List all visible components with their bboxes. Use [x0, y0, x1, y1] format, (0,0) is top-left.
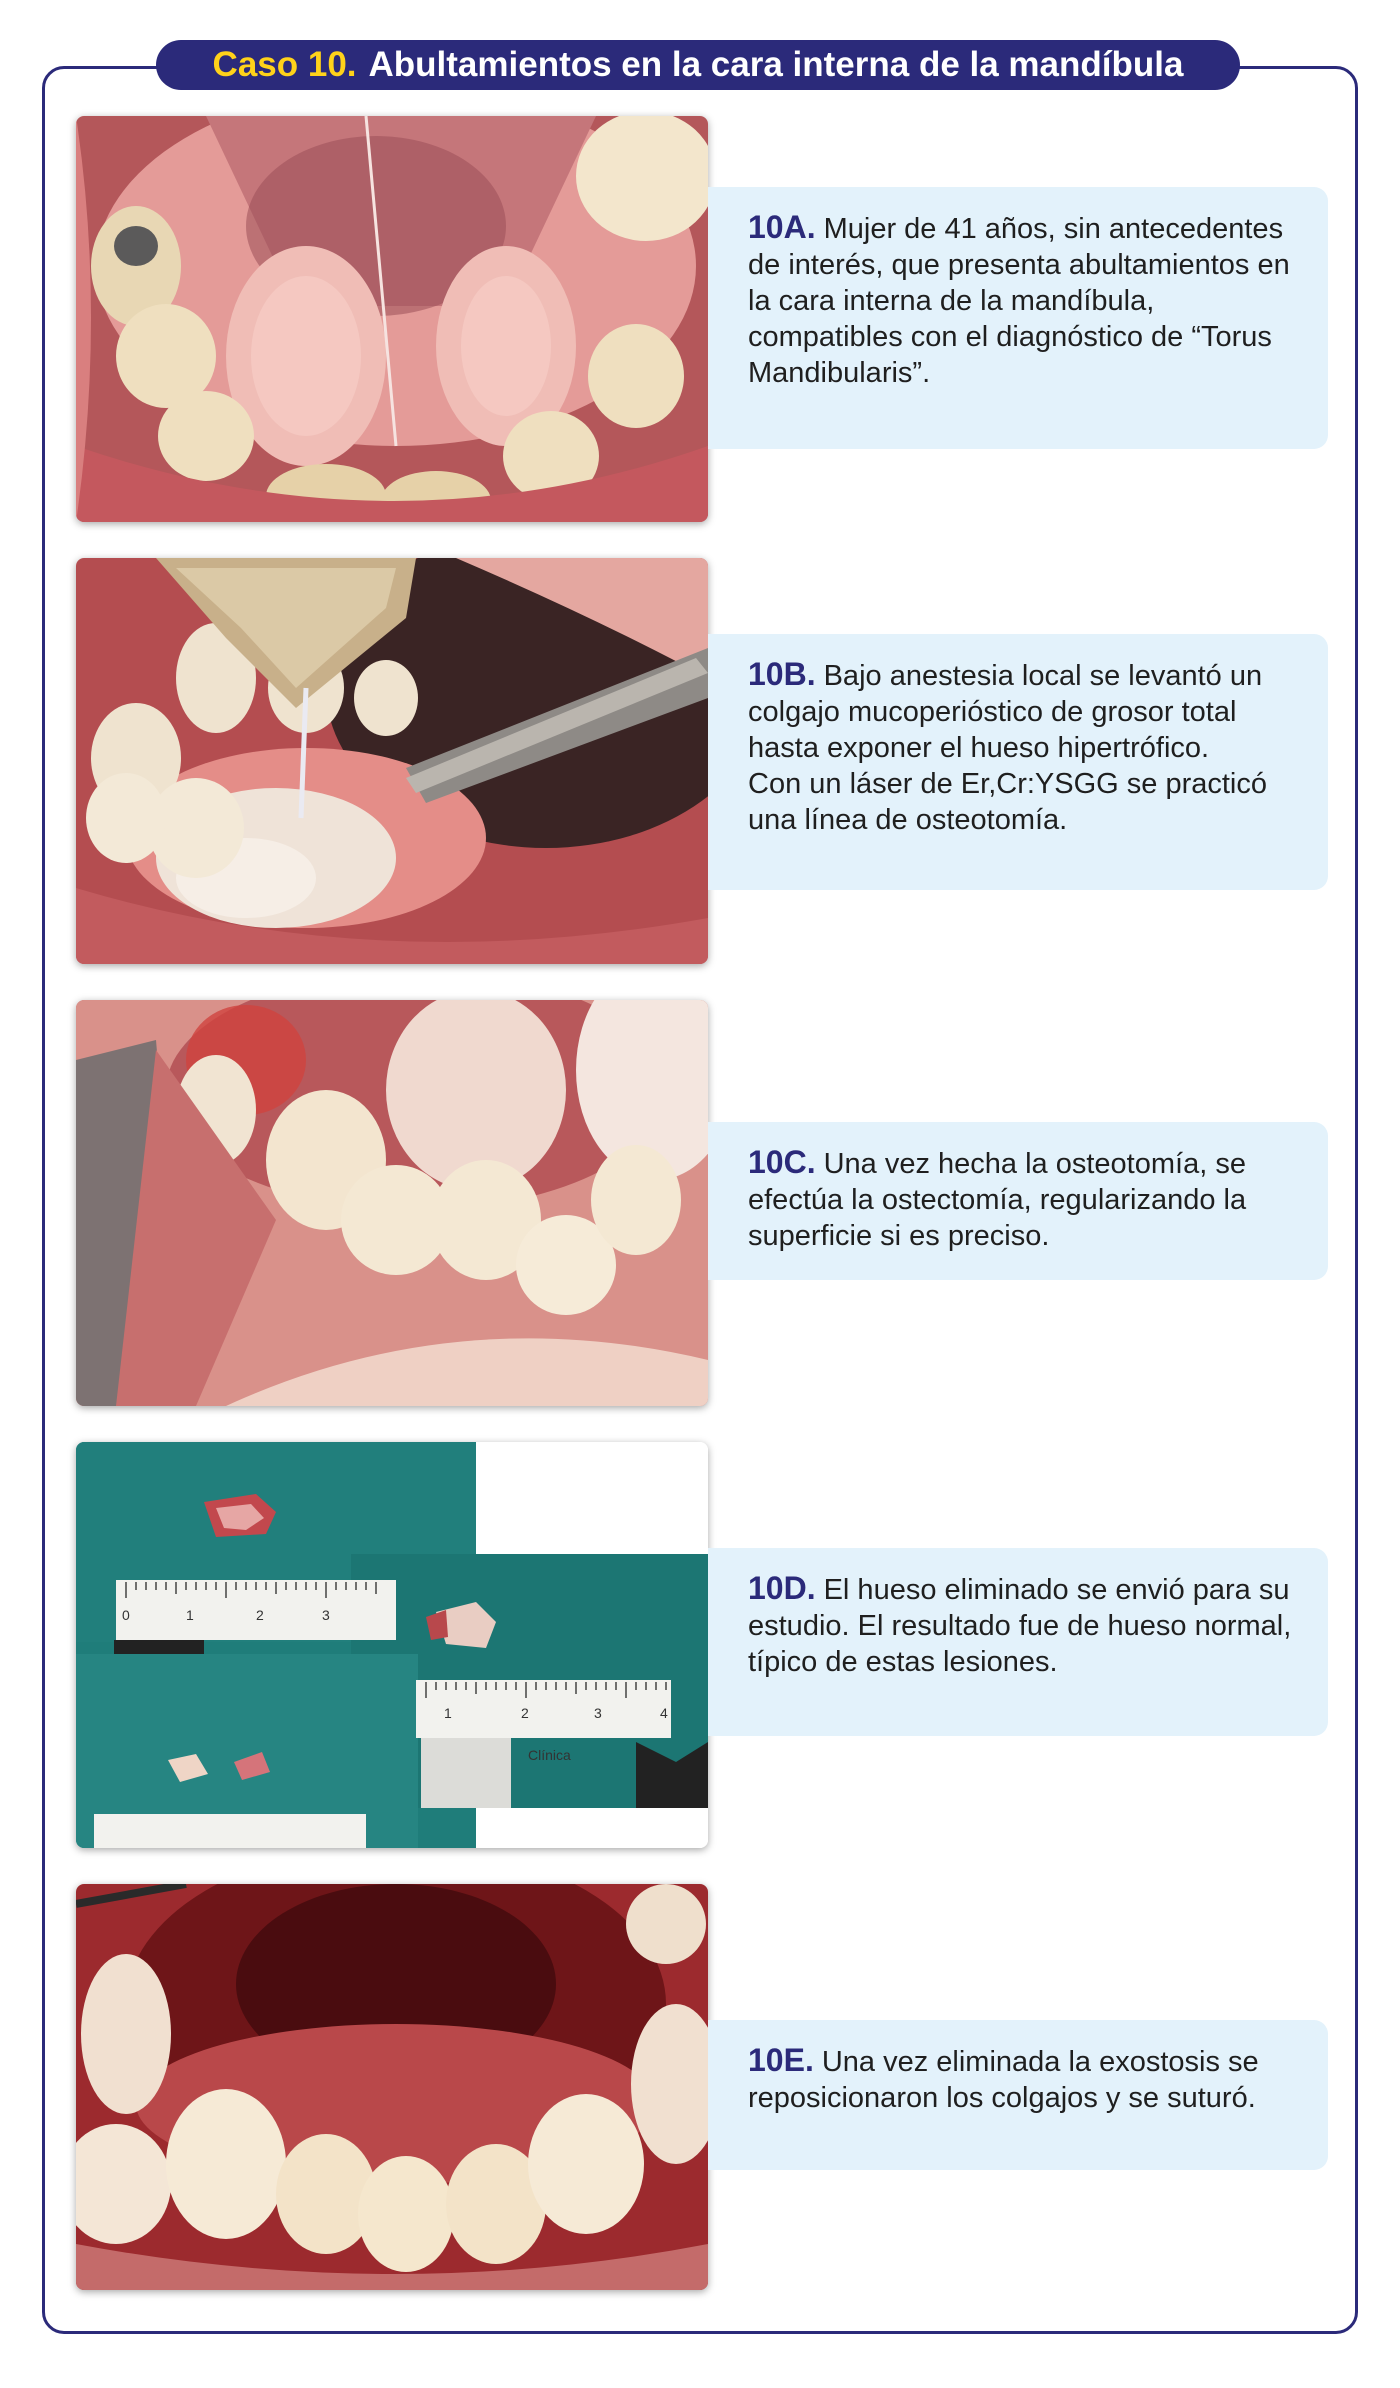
- photo-ostectomy: [76, 1000, 708, 1406]
- panel-10d: [76, 1442, 1328, 1848]
- case-label: Caso 10.: [212, 45, 357, 84]
- caption-10c: [708, 1122, 1328, 1280]
- panel-10c: [76, 1000, 1328, 1406]
- photo-sutured-flaps: [76, 1884, 708, 2290]
- photo-bone-specimens: [76, 1442, 708, 1848]
- ruler-label: 1: [186, 1607, 194, 1623]
- caption-tag: 10A.: [748, 209, 816, 245]
- caption-10e: [708, 2020, 1328, 2170]
- photo-laser-osteotomy: [76, 558, 708, 964]
- panel-10a: [76, 116, 1328, 522]
- panel-10e: [76, 1884, 1328, 2290]
- caption-text: Bajo anestesia local se levantó un colgajo mucoperióstico de grosor total hasta exponer el hueso hipertrófico.: [748, 660, 1263, 764]
- caption-tag: 10D.: [748, 1570, 816, 1606]
- ruler-label: 1: [444, 1705, 452, 1721]
- caption-text: Una vez eliminada la exostosis se reposicionaron los colgajos y se suturó.: [748, 2046, 1259, 2114]
- caption-10b: [708, 634, 1328, 890]
- caption-text: Una vez hecha la osteotomía, se efectúa la ostectomía, regularizando la superficie si es preciso.: [748, 1148, 1247, 1252]
- caption-tag: 10C.: [748, 1144, 816, 1180]
- caption-text: Mujer de 41 años, sin antecedentes de interés, que presenta abultamientos en la cara interna de la mandíbula, compatibles con el diagnóstico de “Torus Mandibularis”.: [748, 213, 1290, 389]
- clinic-label: Clínica: [528, 1747, 571, 1763]
- photo-torus-mandibularis: [76, 116, 708, 522]
- panel-10b: [76, 558, 1328, 964]
- ruler-label: 2: [521, 1705, 529, 1721]
- ruler-label: 3: [594, 1705, 602, 1721]
- caption-text: Con un láser de Er,Cr:YSGG se practicó una línea de osteotomía.: [748, 768, 1267, 836]
- ruler-label: 3: [322, 1607, 330, 1623]
- caption-tag: 10B.: [748, 656, 816, 692]
- caption-10a: [708, 187, 1328, 449]
- case-title: Abultamientos en la cara interna de la mandíbula: [368, 45, 1184, 84]
- caption-10d: [708, 1548, 1328, 1736]
- page-title: [156, 40, 1240, 90]
- ruler-label: 0: [122, 1607, 130, 1623]
- caption-text: El hueso eliminado se envió para su estudio. El resultado fue de hueso normal, típico de estas lesiones.: [748, 1574, 1292, 1678]
- ruler-label: 4: [660, 1705, 668, 1721]
- caption-tag: 10E.: [748, 2042, 814, 2078]
- ruler-label: 2: [256, 1607, 264, 1623]
